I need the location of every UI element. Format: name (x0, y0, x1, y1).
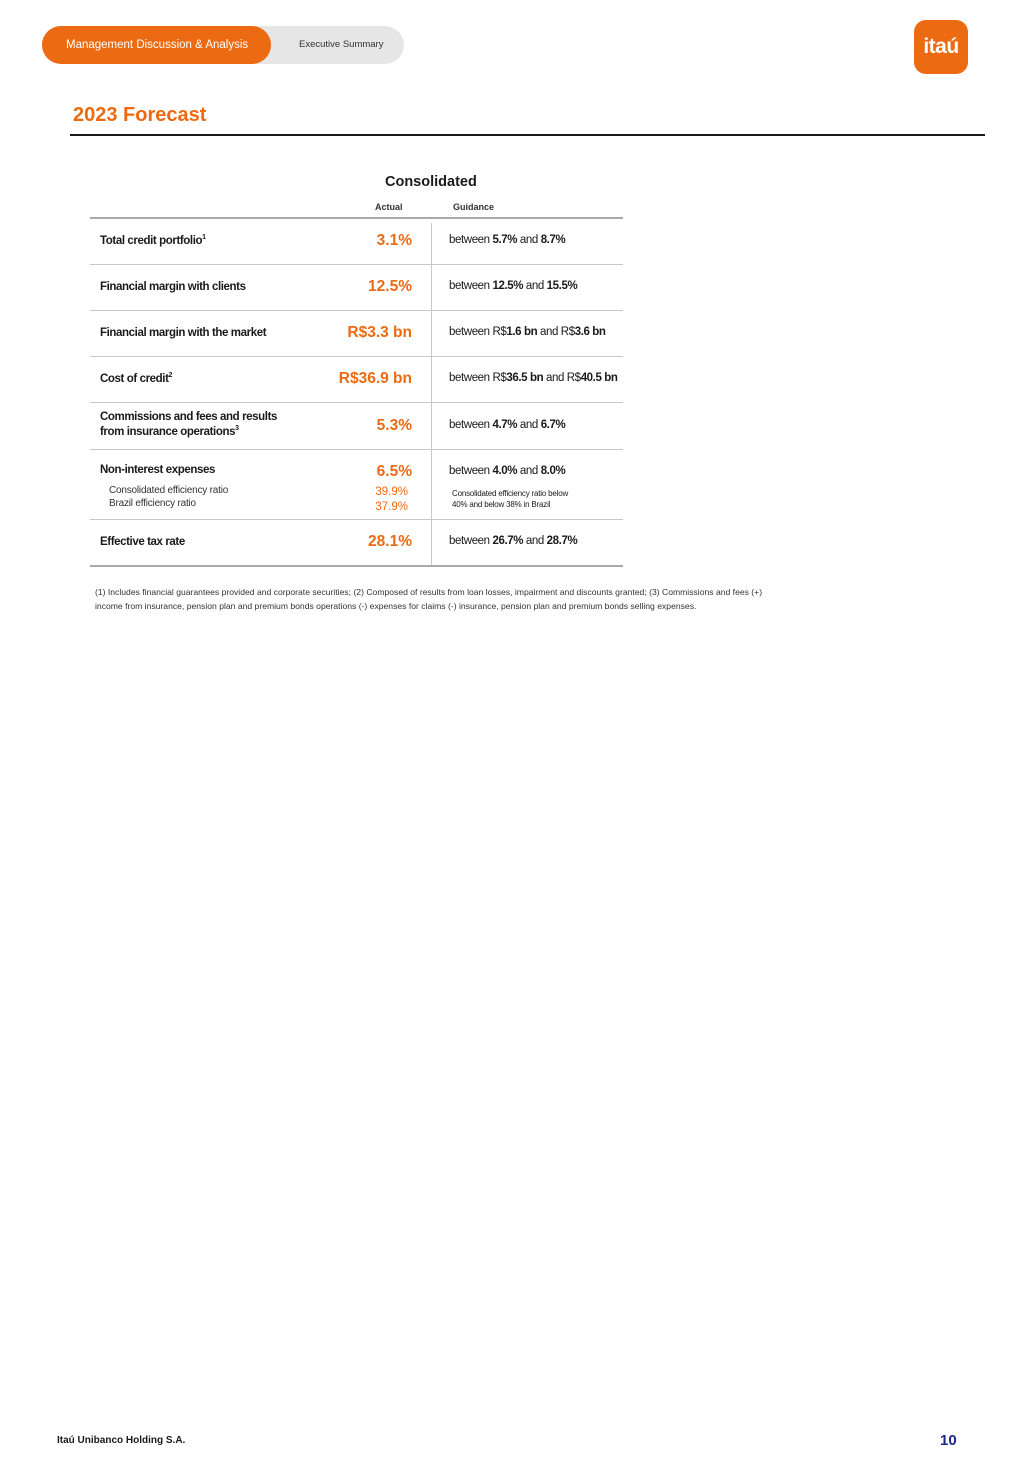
company-name: Itaú Unibanco Holding S.A. (57, 1435, 186, 1446)
column-header-guidance: Guidance (453, 202, 495, 212)
row-guidance: between R$36.5 bn and R$40.5 bn (449, 372, 618, 384)
title-divider (70, 134, 985, 136)
row-label: Non-interest expenses (100, 464, 215, 476)
row-guidance: between 26.7% and 28.7% (449, 535, 578, 547)
row-actual-value: 6.5% (376, 463, 412, 480)
sub-row-value: 37.9% (375, 501, 408, 513)
row-actual-value: R$36.9 bn (338, 370, 412, 387)
row-guidance: between 5.7% and 8.7% (449, 234, 566, 246)
table-row (90, 450, 623, 520)
footnote: (1) Includes financial guarantees provided and corporate securities; (2) Composed of results from loan losses, impairment and discounts granted; (3) Commissions and fees (+) income from insurance, pension plan and premium bonds operations (-) expenses for claims (-) insurance, pension plan and premium bonds selling expenses. (95, 587, 763, 611)
row-label: Total credit portfolio$^1$ (100, 234, 206, 247)
table-row (90, 265, 623, 311)
table-row (90, 311, 623, 357)
row-actual-value: 12.5% (368, 278, 412, 295)
sub-row-guidance: Consolidated efficiency ratio below 40% and below 38% in Brazil (452, 489, 569, 509)
page-number: 10 (940, 1432, 957, 1449)
row-label: Financial margin with the market (100, 327, 267, 339)
row-guidance: between R$1.6 bn and R$3.6 bn (449, 326, 606, 338)
row-label: Financial margin with clients (100, 281, 246, 293)
table-row (90, 520, 623, 567)
row-label: Effective tax rate (100, 536, 185, 548)
sub-row-label: Consolidated efficiency ratio (109, 485, 229, 496)
table-row (90, 403, 623, 450)
row-guidance: between 12.5% and 15.5% (449, 280, 578, 292)
tab-management-discussion[interactable]: Management Discussion & Analysis (42, 26, 271, 64)
row-guidance: between 4.7% and 6.7% (449, 419, 566, 431)
row-guidance: between 4.0% and 8.0% (449, 465, 566, 477)
row-actual-value: 3.1% (376, 232, 412, 249)
page-title: 2023 Forecast (73, 104, 207, 126)
tab-executive-summary[interactable]: Executive Summary (299, 39, 384, 50)
sub-row-value: 39.9% (375, 486, 408, 498)
row-actual-value: 28.1% (368, 533, 412, 550)
row-label: Commissions and fees and results from insurance operations$^3$ (100, 411, 278, 438)
itau-logo: itaú (914, 20, 968, 74)
table-row (90, 357, 623, 403)
table-row (90, 219, 623, 265)
section-tabs (42, 26, 404, 64)
column-header-actual: Actual (375, 202, 403, 212)
row-label: Cost of credit$^2$ (100, 372, 173, 385)
table-title: Consolidated (385, 174, 477, 190)
row-actual-value: 5.3% (376, 417, 412, 434)
row-actual-value: R$3.3 bn (347, 324, 412, 341)
sub-row-label: Brazil efficiency ratio (109, 498, 196, 509)
